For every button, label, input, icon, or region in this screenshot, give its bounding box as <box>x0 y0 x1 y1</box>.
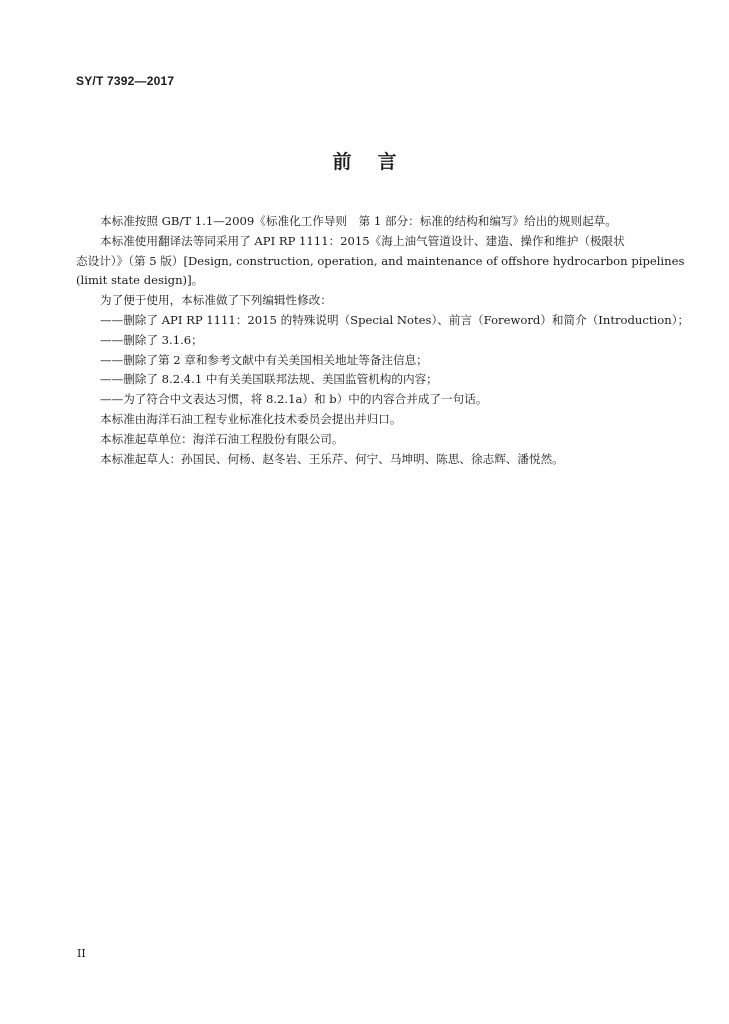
list-item-editorial-change: ——删除了 API RP 1111：2015 的特殊说明（Special Notes）、前言（Foreword）和简介（Introduction）； <box>100 312 690 327</box>
paragraph-proposer: 本标准由海洋石油工程专业标准化技术委员会提出并归口。 <box>100 411 402 426</box>
paragraph-editorial-intro: 为了便于使用，本标准做了下列编辑性修改： <box>100 293 332 308</box>
list-item-editorial-change: ——删除了 3.1.6； <box>100 332 203 347</box>
standard-code-header: SY/T 7392—2017 <box>76 74 175 88</box>
page-number: II <box>77 947 86 960</box>
paragraph-drafting-unit: 本标准起草单位：海洋石油工程股份有限公司。 <box>100 431 344 446</box>
paragraph-adoption-line-2: 态设计）》（第 5 版）[Design, construction, operation, and maintenance of offshore hydrocarbon pipelines <box>76 253 685 268</box>
paragraph-adoption-line-3: (limit state design)]。 <box>76 273 204 288</box>
list-item-editorial-change: ——删除了第 2 章和参考文献中有关美国相关地址等备注信息； <box>100 352 428 367</box>
paragraph-drafters: 本标准起草人：孙国民、何杨、赵冬岩、王乐芹、何宁、马坤明、陈思、徐志辉、潘悦然。 <box>100 451 564 466</box>
paragraph-drafting-rules: 本标准按照 GB/T 1.1—2009《标准化工作导则 第 1 部分：标准的结构和编写》给出的规则起草。 <box>100 214 617 228</box>
list-item-editorial-change: ——为了符合中文表达习惯，将 8.2.1a）和 b）中的内容合并成了一句话。 <box>100 392 488 407</box>
list-item-editorial-change: ——删除了 8.2.4.1 中有关美国联邦法规、美国监管机构的内容； <box>100 372 438 387</box>
paragraph-adoption-line-1: 本标准使用翻译法等同采用了 API RP 1111：2015《海上油气管道设计、建造、操作和维护（极限状 <box>100 233 625 248</box>
document-body <box>76 212 690 469</box>
page-title: 前言 <box>332 151 423 173</box>
